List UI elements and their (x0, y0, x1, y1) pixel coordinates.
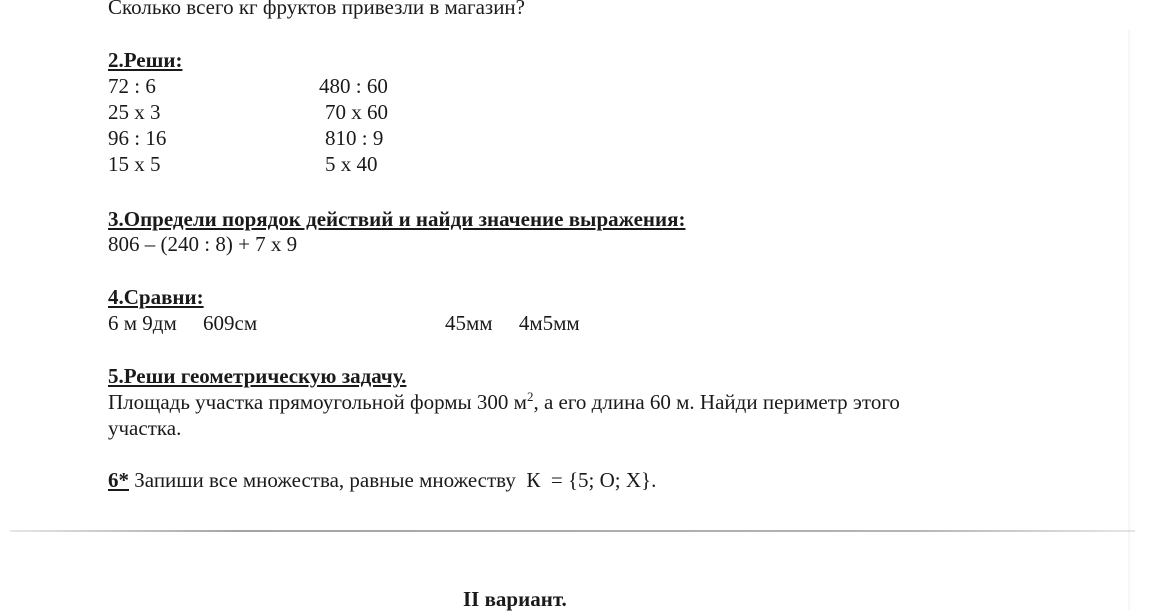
task4-compare-right: 45мм 4м5мм (445, 311, 580, 335)
task3-expression: 806 – (240 : 8) + 7 х 9 (108, 232, 298, 256)
task2-expression: 15 х 5 (108, 152, 161, 176)
variant-title: II вариант. (463, 587, 567, 611)
question-line: Сколько всего кг фруктов привезли в магазин? (108, 0, 525, 19)
task2-expression: 810 : 9 (325, 126, 384, 150)
task5-text-part: Площадь участка прямоугольной формы 300 м (108, 390, 527, 414)
task3-heading: 3.Определи порядок действий и найди значение выражения: (108, 207, 686, 231)
task6-line (108, 467, 656, 493)
task4-heading: 4.Сравни: (108, 285, 204, 309)
task5-heading: 5.Реши геометрическую задачу. (108, 364, 407, 388)
task5-text-part: , а его длина 60 м. Найди периметр этого (533, 390, 900, 414)
task2-expression: 96 : 16 (108, 126, 167, 150)
task4-compare-left: 6 м 9дм 609см (108, 311, 258, 335)
task2-expression: 70 х 60 (325, 100, 388, 124)
scan-edge-shadow (1128, 30, 1132, 610)
task2-expression: 72 : 6 (108, 74, 156, 98)
superscript: 2 (526, 389, 534, 404)
page-fold-line (10, 530, 1135, 532)
task5-text-line: участка. (108, 416, 182, 440)
task6-number: 6* (108, 468, 129, 492)
task2-heading: 2.Реши: (108, 48, 183, 72)
task2-expression: 480 : 60 (319, 74, 388, 98)
task2-expression: 5 х 40 (325, 152, 378, 176)
task6-text: Запиши все множества, равные множеству К = {5; О; Х}. (129, 468, 657, 492)
task5-text-line (108, 389, 900, 415)
task2-expression: 25 х 3 (108, 100, 161, 124)
